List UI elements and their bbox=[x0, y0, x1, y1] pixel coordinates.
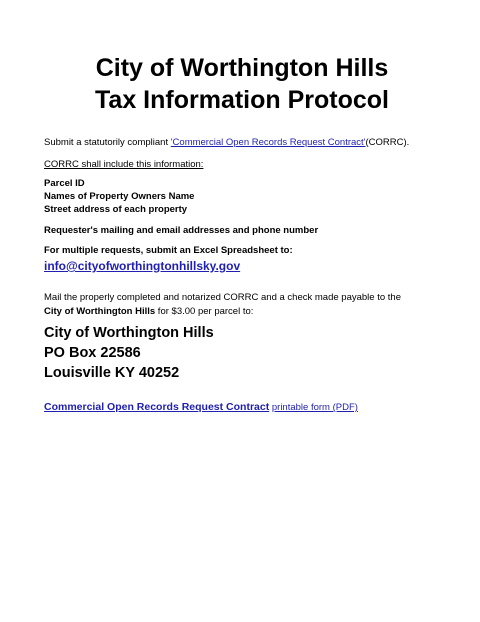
mail-line-1: Mail the properly completed and notarized CORRC and a check made payable to the bbox=[44, 292, 401, 303]
page-title bbox=[44, 0, 440, 116]
required-items-list bbox=[44, 177, 440, 216]
printable-pdf-link[interactable]: printable form (PDF) bbox=[271, 402, 358, 413]
intro-prefix: Submit a statutorily compliant bbox=[44, 137, 171, 148]
address-city: Louisville KY 40252 bbox=[44, 365, 180, 381]
mail-line-2: for $3.00 per parcel to: bbox=[155, 305, 254, 317]
address-po-box: PO Box 22586 bbox=[44, 345, 141, 361]
pdf-link-line bbox=[44, 401, 440, 414]
requester-info: Requester's mailing and email addresses and phone number bbox=[44, 225, 319, 236]
email-link[interactable]: info@cityofworthingtonhillsky.gov bbox=[44, 259, 241, 273]
list-item: Names of Property Owners Name bbox=[44, 191, 195, 202]
mail-instructions bbox=[44, 291, 440, 318]
title-line-1: City of Worthington Hills bbox=[95, 54, 389, 82]
include-heading: CORRC shall include this information: bbox=[44, 159, 204, 170]
address-name: City of Worthington Hills bbox=[44, 325, 214, 341]
list-item: Street address of each property bbox=[44, 204, 188, 215]
multiple-requests-text: For multiple requests, submit an Excel Spreadsheet to: bbox=[44, 245, 293, 256]
mailing-address bbox=[44, 323, 440, 383]
intro-suffix: (CORRC). bbox=[365, 137, 410, 148]
title-line-2: Tax Information Protocol bbox=[95, 86, 389, 114]
corrc-link[interactable]: 'Commercial Open Records Request Contract' bbox=[170, 137, 366, 148]
list-item: Parcel ID bbox=[44, 178, 85, 189]
mail-payee: City of Worthington Hills bbox=[44, 305, 156, 317]
intro-paragraph bbox=[44, 136, 440, 149]
contract-link[interactable]: Commercial Open Records Request Contract bbox=[44, 401, 270, 413]
